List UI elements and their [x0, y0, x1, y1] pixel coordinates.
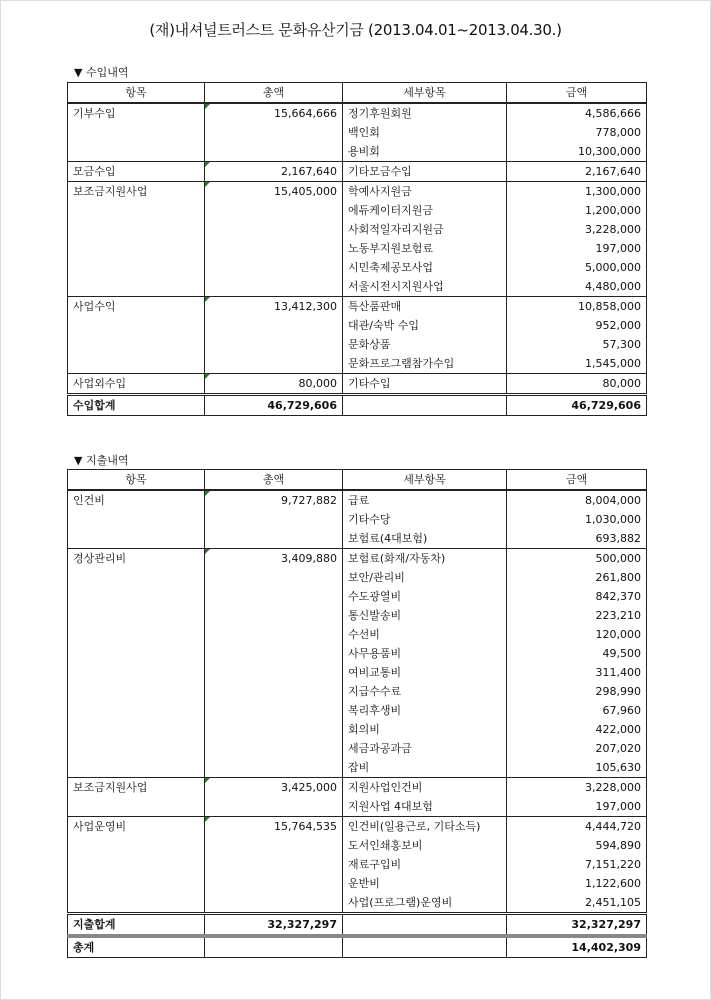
detail-amount: 8,004,000: [507, 490, 647, 510]
category-total-empty: [205, 568, 343, 587]
total-label: 수입합계: [68, 395, 205, 416]
detail-name: 용비회: [343, 142, 507, 162]
table-row: [68, 797, 647, 817]
category-empty: [68, 220, 205, 239]
header-total: 총액: [205, 470, 343, 491]
table-row: [68, 239, 647, 258]
category-empty: [68, 797, 205, 817]
detail-name: 노동부지원보험료: [343, 239, 507, 258]
grand-total-row: [68, 936, 647, 958]
total-label: 지출합계: [68, 914, 205, 937]
category-empty: [68, 739, 205, 758]
category-total-empty: [205, 258, 343, 277]
detail-name: 통신발송비: [343, 606, 507, 625]
total-value: 46,729,606: [205, 395, 343, 416]
detail-amount: 2,167,640: [507, 162, 647, 182]
category-total: 3,409,880: [205, 549, 343, 569]
category-total-empty: [205, 220, 343, 239]
category-empty: [68, 606, 205, 625]
detail-amount: 311,400: [507, 663, 647, 682]
table-row: [68, 663, 647, 682]
header-item: 항목: [68, 470, 205, 491]
table-row: [68, 568, 647, 587]
detail-name: 도서인쇄홍보비: [343, 836, 507, 855]
page-title: (재)내셔널트러스트 문화유산기금 (2013.04.01~2013.04.30.): [149, 21, 562, 39]
category-total-empty: [205, 529, 343, 549]
detail-amount: 594,890: [507, 836, 647, 855]
income-section-label: ▼ 수입내역: [74, 66, 129, 79]
category-empty: [68, 201, 205, 220]
category-total-empty: [205, 855, 343, 874]
total-detail-empty: [343, 914, 507, 937]
income-table: [67, 82, 647, 416]
table-row: [68, 836, 647, 855]
detail-name: 회의비: [343, 720, 507, 739]
category-name: 기부수입: [68, 103, 205, 123]
category-empty: [68, 625, 205, 644]
table-row: [68, 606, 647, 625]
detail-amount: 197,000: [507, 239, 647, 258]
category-empty: [68, 316, 205, 335]
detail-amount: 223,210: [507, 606, 647, 625]
category-empty: [68, 258, 205, 277]
detail-amount: 500,000: [507, 549, 647, 569]
table-row: [68, 182, 647, 202]
category-empty: [68, 529, 205, 549]
detail-amount: 4,480,000: [507, 277, 647, 297]
table-row: [68, 893, 647, 914]
detail-amount: 4,586,666: [507, 103, 647, 123]
category-empty: [68, 510, 205, 529]
detail-name: 기타수입: [343, 374, 507, 395]
detail-name: 지원사업인건비: [343, 778, 507, 798]
detail-name: 사무용품비: [343, 644, 507, 663]
category-total-empty: [205, 335, 343, 354]
category-name: 보조금지원사업: [68, 182, 205, 202]
table-row: [68, 335, 647, 354]
table-row: [68, 277, 647, 297]
category-total-empty: [205, 606, 343, 625]
table-row: [68, 874, 647, 893]
category-total-empty: [205, 893, 343, 914]
category-empty: [68, 663, 205, 682]
table-row: [68, 529, 647, 549]
category-empty: [68, 123, 205, 142]
detail-name: 서울시전시지원사업: [343, 277, 507, 297]
detail-name: 보험료(4대보험): [343, 529, 507, 549]
total-row: [68, 395, 647, 416]
detail-amount: 2,451,105: [507, 893, 647, 914]
category-name: 사업외수입: [68, 374, 205, 395]
detail-name: 백인회: [343, 123, 507, 142]
detail-name: 여비교통비: [343, 663, 507, 682]
category-name: 사업수익: [68, 297, 205, 317]
category-total-empty: [205, 510, 343, 529]
category-total: 15,405,000: [205, 182, 343, 202]
table-row: [68, 625, 647, 644]
detail-amount: 57,300: [507, 335, 647, 354]
detail-name: 수도광열비: [343, 587, 507, 606]
total-detail-empty: [343, 395, 507, 416]
detail-amount: 197,000: [507, 797, 647, 817]
detail-amount: 298,990: [507, 682, 647, 701]
detail-amount: 7,151,220: [507, 855, 647, 874]
category-total-empty: [205, 587, 343, 606]
category-empty: [68, 893, 205, 914]
expense-table: [67, 469, 647, 958]
detail-amount: 1,200,000: [507, 201, 647, 220]
detail-name: 대관/숙박 수입: [343, 316, 507, 335]
category-empty: [68, 874, 205, 893]
category-total-empty: [205, 316, 343, 335]
detail-amount: 5,000,000: [507, 258, 647, 277]
detail-amount: 67,960: [507, 701, 647, 720]
category-empty: [68, 836, 205, 855]
table-row: [68, 739, 647, 758]
table-row: [68, 354, 647, 374]
header-item: 항목: [68, 83, 205, 104]
header-total: 총액: [205, 83, 343, 104]
detail-amount: 1,300,000: [507, 182, 647, 202]
category-total-empty: [205, 142, 343, 162]
detail-amount: 422,000: [507, 720, 647, 739]
detail-amount: 10,300,000: [507, 142, 647, 162]
category-total-empty: [205, 625, 343, 644]
table-row: [68, 103, 647, 123]
table-row: [68, 201, 647, 220]
header-amount: 금액: [507, 470, 647, 491]
category-total-empty: [205, 797, 343, 817]
table-row: [68, 374, 647, 395]
detail-amount: 10,858,000: [507, 297, 647, 317]
category-empty: [68, 354, 205, 374]
category-total: 13,412,300: [205, 297, 343, 317]
detail-amount: 4,444,720: [507, 817, 647, 837]
category-total-empty: [205, 682, 343, 701]
detail-amount: 49,500: [507, 644, 647, 663]
detail-amount: 952,000: [507, 316, 647, 335]
detail-amount: 120,000: [507, 625, 647, 644]
category-total: 3,425,000: [205, 778, 343, 798]
table-row: [68, 297, 647, 317]
category-name: 인건비: [68, 490, 205, 510]
table-row: [68, 701, 647, 720]
category-total-empty: [205, 874, 343, 893]
category-empty: [68, 855, 205, 874]
detail-amount: 1,545,000: [507, 354, 647, 374]
table-row: [68, 682, 647, 701]
table-row: [68, 549, 647, 569]
category-empty: [68, 142, 205, 162]
total-amount: 32,327,297: [507, 914, 647, 937]
grand-total-label: 총계: [68, 936, 205, 958]
category-empty: [68, 568, 205, 587]
category-total-empty: [205, 701, 343, 720]
table-row: [68, 316, 647, 335]
detail-name: 문화상품: [343, 335, 507, 354]
detail-name: 기타모금수입: [343, 162, 507, 182]
detail-name: 기타수당: [343, 510, 507, 529]
table-row: [68, 258, 647, 277]
detail-name: 급료: [343, 490, 507, 510]
header-amount: 금액: [507, 83, 647, 104]
detail-name: 문화프로그램참가수입: [343, 354, 507, 374]
detail-amount: 1,122,600: [507, 874, 647, 893]
detail-amount: 778,000: [507, 123, 647, 142]
category-total: 9,727,882: [205, 490, 343, 510]
category-total-empty: [205, 663, 343, 682]
total-row: [68, 914, 647, 937]
detail-amount: 207,020: [507, 739, 647, 758]
detail-amount: 693,882: [507, 529, 647, 549]
table-row: [68, 220, 647, 239]
detail-name: 보험료(화재/자동차): [343, 549, 507, 569]
category-name: 사업운영비: [68, 817, 205, 837]
detail-amount: 1,030,000: [507, 510, 647, 529]
detail-name: 운반비: [343, 874, 507, 893]
category-empty: [68, 720, 205, 739]
grand-total-empty: [205, 936, 343, 958]
table-row: [68, 587, 647, 606]
detail-name: 사업(프로그램)운영비: [343, 893, 507, 914]
detail-amount: 3,228,000: [507, 778, 647, 798]
category-empty: [68, 701, 205, 720]
category-total: 80,000: [205, 374, 343, 395]
table-row: [68, 490, 647, 510]
detail-name: 보안/관리비: [343, 568, 507, 587]
category-total-empty: [205, 354, 343, 374]
detail-name: 수선비: [343, 625, 507, 644]
category-name: 경상관리비: [68, 549, 205, 569]
category-total-empty: [205, 201, 343, 220]
table-row: [68, 123, 647, 142]
category-total-empty: [205, 720, 343, 739]
table-row: [68, 758, 647, 778]
detail-name: 에듀케이터지원금: [343, 201, 507, 220]
detail-name: 사회적일자리지원금: [343, 220, 507, 239]
detail-name: 시민축제공모사업: [343, 258, 507, 277]
detail-amount: 80,000: [507, 374, 647, 395]
category-empty: [68, 758, 205, 778]
detail-name: 정기후원회원: [343, 103, 507, 123]
detail-amount: 842,370: [507, 587, 647, 606]
table-row: [68, 855, 647, 874]
category-total-empty: [205, 277, 343, 297]
category-total-empty: [205, 239, 343, 258]
category-empty: [68, 277, 205, 297]
table-row: [68, 162, 647, 182]
category-empty: [68, 644, 205, 663]
category-total: 15,764,535: [205, 817, 343, 837]
expense-header-row: [68, 470, 647, 491]
header-detail: 세부항목: [343, 470, 507, 491]
detail-name: 세금과공과금: [343, 739, 507, 758]
grand-detail-empty: [343, 936, 507, 958]
detail-name: 학예사지원금: [343, 182, 507, 202]
detail-amount: 261,800: [507, 568, 647, 587]
category-total: 15,664,666: [205, 103, 343, 123]
detail-name: 재료구입비: [343, 855, 507, 874]
table-row: [68, 720, 647, 739]
table-row: [68, 817, 647, 837]
category-total-empty: [205, 836, 343, 855]
category-empty: [68, 587, 205, 606]
table-row: [68, 644, 647, 663]
total-amount: 46,729,606: [507, 395, 647, 416]
detail-name: 잡비: [343, 758, 507, 778]
grand-total-amount: 14,402,309: [507, 936, 647, 958]
category-total-empty: [205, 739, 343, 758]
category-total-empty: [205, 644, 343, 663]
detail-name: 복리후생비: [343, 701, 507, 720]
table-row: [68, 778, 647, 798]
table-row: [68, 142, 647, 162]
total-value: 32,327,297: [205, 914, 343, 937]
detail-name: 지급수수료: [343, 682, 507, 701]
detail-amount: 3,228,000: [507, 220, 647, 239]
category-name: 모금수입: [68, 162, 205, 182]
category-total: 2,167,640: [205, 162, 343, 182]
header-detail: 세부항목: [343, 83, 507, 104]
category-empty: [68, 682, 205, 701]
category-name: 보조금지원사업: [68, 778, 205, 798]
table-row: [68, 510, 647, 529]
detail-name: 지원사업 4대보험: [343, 797, 507, 817]
detail-name: 특산품판매: [343, 297, 507, 317]
category-total-empty: [205, 758, 343, 778]
detail-name: 인건비(일용근로, 기타소득): [343, 817, 507, 837]
expense-section-label: ▼ 지출내역: [74, 454, 129, 467]
category-empty: [68, 335, 205, 354]
income-header-row: [68, 83, 647, 104]
detail-amount: 105,630: [507, 758, 647, 778]
category-total-empty: [205, 123, 343, 142]
category-empty: [68, 239, 205, 258]
